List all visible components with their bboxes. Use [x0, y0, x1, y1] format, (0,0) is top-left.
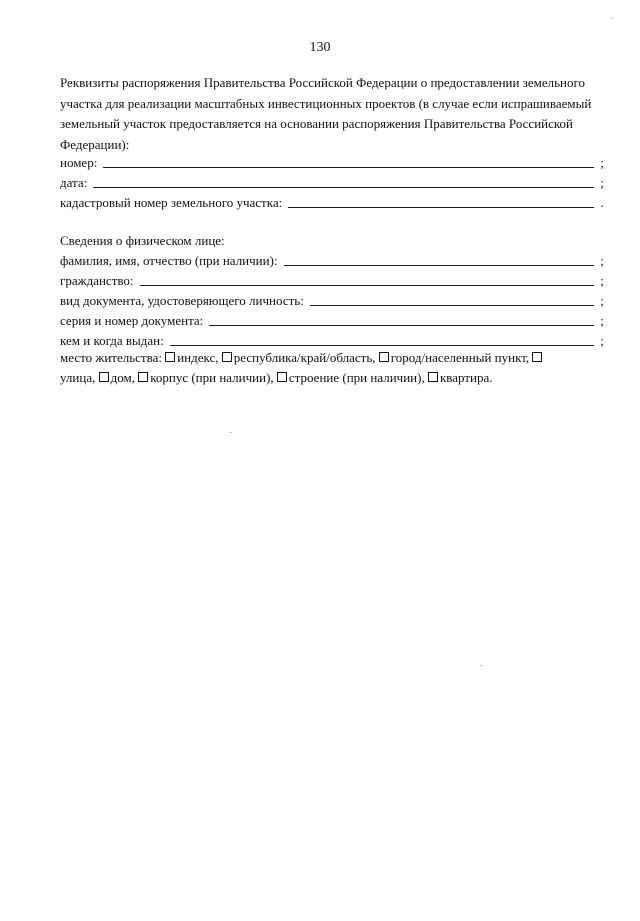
field-terminator: ;	[600, 333, 604, 348]
checkbox[interactable]	[99, 372, 109, 382]
scan-speck	[230, 432, 232, 433]
field-label: фамилия, имя, отчество (при наличии):	[60, 253, 278, 268]
option-house[interactable]: дом,	[99, 370, 135, 385]
field-label: серия и номер документа:	[60, 313, 204, 328]
id-document-type-field[interactable]	[60, 291, 606, 309]
field-terminator: ;	[600, 273, 604, 288]
fill-in-line[interactable]	[93, 175, 594, 188]
field-terminator: ;	[600, 175, 604, 190]
issued-by-field[interactable]	[60, 331, 606, 349]
scan-speck	[480, 665, 482, 666]
option-building[interactable]: корпус (при наличии),	[138, 370, 273, 385]
document-series-number-field[interactable]	[60, 311, 606, 329]
checkbox[interactable]	[379, 352, 389, 362]
field-terminator: ;	[600, 293, 604, 308]
option-structure[interactable]: строение (при наличии),	[277, 370, 425, 385]
order-date-field[interactable]	[60, 173, 606, 191]
field-terminator: ;	[600, 155, 604, 170]
option-city[interactable]: город/населенный пункт,	[379, 350, 529, 365]
option-apartment[interactable]: квартира.	[428, 370, 493, 385]
citizenship-field[interactable]	[60, 271, 606, 289]
checkbox[interactable]	[277, 372, 287, 382]
fill-in-line[interactable]	[284, 253, 594, 266]
order-number-field[interactable]	[60, 153, 606, 171]
fill-in-line[interactable]	[170, 333, 594, 346]
fill-in-line[interactable]	[310, 293, 594, 306]
field-label: кем и когда выдан:	[60, 333, 164, 348]
fill-in-line[interactable]	[103, 155, 594, 168]
page-number: 130	[309, 40, 331, 55]
field-terminator: .	[600, 195, 604, 210]
fill-in-line[interactable]	[288, 195, 594, 208]
order-requisites-intro: Реквизиты распоряжения Правительства Российской Федерации о предоставлении земельного участка для реализации масштабных инвестиционных проектов (в случае если испрашиваемый земельный участок предоставляется на основании распоряжения Правительства Российской Федерации):	[60, 75, 592, 152]
residence-label: место жительства:	[60, 350, 162, 365]
checkbox[interactable]	[165, 352, 175, 362]
full-name-field[interactable]	[60, 251, 606, 269]
checkbox[interactable]	[138, 372, 148, 382]
residence-line-2	[60, 368, 606, 388]
checkbox[interactable]	[222, 352, 232, 362]
field-label: номер:	[60, 155, 98, 170]
field-label: дата:	[60, 175, 88, 190]
option-index[interactable]: индекс,	[165, 350, 218, 365]
field-terminator: ;	[600, 253, 604, 268]
field-label: вид документа, удостоверяющего личность:	[60, 293, 304, 308]
option-region[interactable]: республика/край/область,	[222, 350, 376, 365]
field-label: кадастровый номер земельного участка:	[60, 195, 283, 210]
fill-in-line[interactable]	[209, 313, 594, 326]
residence-line-1	[60, 348, 606, 368]
option-street: улица,	[60, 370, 96, 385]
cadastral-number-field[interactable]	[60, 193, 606, 211]
checkbox-street[interactable]	[532, 352, 542, 362]
fill-in-line[interactable]	[140, 273, 594, 286]
scan-speck	[611, 18, 613, 19]
field-terminator: ;	[600, 313, 604, 328]
person-section-heading: Сведения о физическом лице:	[60, 233, 225, 248]
field-label: гражданство:	[60, 273, 134, 288]
checkbox[interactable]	[428, 372, 438, 382]
